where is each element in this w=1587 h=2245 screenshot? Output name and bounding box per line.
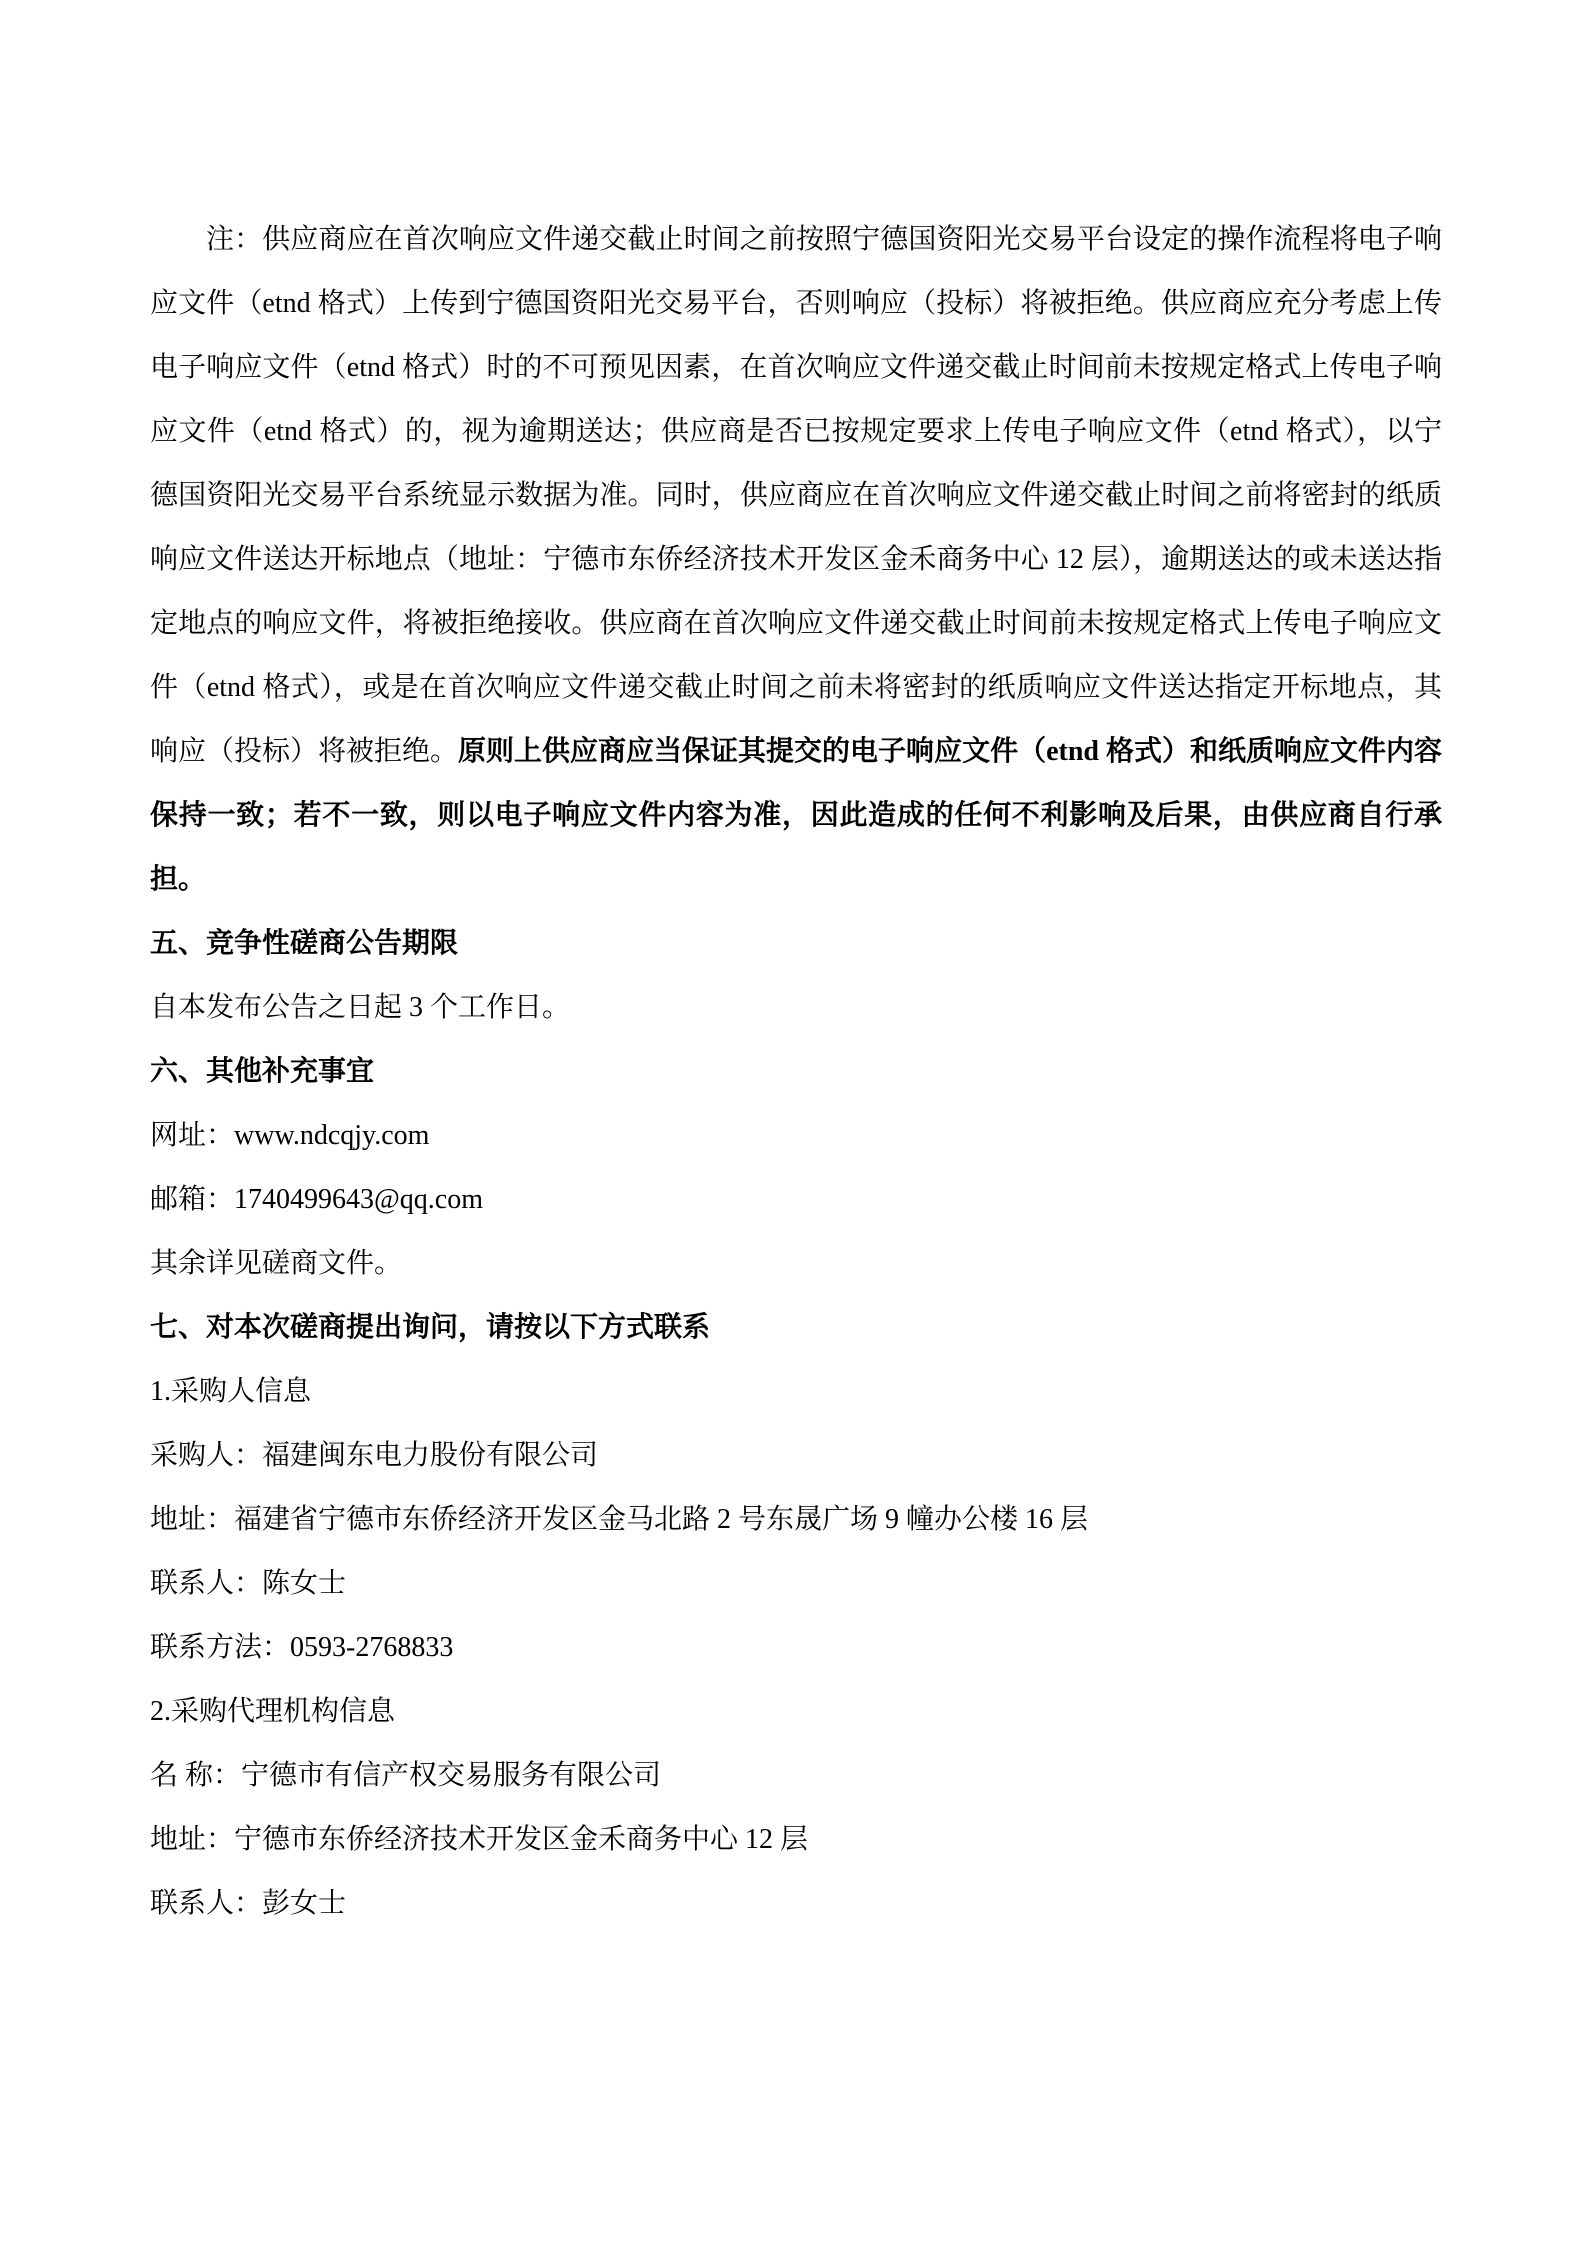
note-paragraph-bold-text: 原则上供应商应当保证其提交的电子响应文件（etnd 格式）和纸质响应文件内容保持一致；若不一致，则以电子响应文件内容为准，因此造成的任何不利影响及后果，由供应商自行承担。 <box>150 736 1442 895</box>
paragraph-purchaser-info-label: 1.采购人信息 <box>150 1376 312 1407</box>
section-heading-7: 七、对本次磋商提出询问，请按以下方式联系 <box>150 1312 711 1343</box>
section-heading-6: 六、其他补充事宜 <box>150 1056 375 1087</box>
section-heading-5: 五、竞争性磋商公告期限 <box>150 928 459 959</box>
paragraph-agency-info-label: 2.采购代理机构信息 <box>150 1696 396 1727</box>
paragraph-purchaser-phone: 联系方法：0593-2768833 <box>150 1632 454 1663</box>
note-paragraph-normal-text: 注：供应商应在首次响应文件递交截止时间之前按照宁德国资阳光交易平台设定的操作流程将电子响应文件（etnd 格式）上传到宁德国资阳光交易平台，否则响应（投标）将被拒绝。供应商应充分考虑上传电子响应文件（etnd 格式）时的不可预见因素，在首次响应文件递交截止时间前未按规定格式上传电子响应文件（etnd 格式）的，视为逾期送达；供应商是否已按规定要求上传电子响应文件（etnd 格式），以宁德国资阳光交易平台系统显示数据为准。同时，供应商应在首次响应文件递交截止时间之前将密封的纸质响应文件送达开标地点（地址：宁德市东侨经济技术开发区金禾商务中心 12 层），逾期送达的或未送达指定地点的响应文件，将被拒绝接收。供应商在首次响应文件递交截止时间前未按规定格式上传电子响应文件（etnd 格式），或是在首次响应文件递交截止时间之前未将密封的纸质响应文件送达指定开标地点，其响应（投标）将被拒绝。 <box>150 224 1442 767</box>
paragraph-agency-address: 地址：宁德市东侨经济技术开发区金禾商务中心 12 层 <box>150 1824 809 1855</box>
paragraph-agency-name: 名 称：宁德市有信产权交易服务有限公司 <box>150 1760 662 1791</box>
paragraph-purchaser-name: 采购人：福建闽东电力股份有限公司 <box>150 1440 599 1471</box>
paragraph-purchaser-contact: 联系人：陈女士 <box>150 1568 347 1599</box>
paragraph-website: 网址：www.ndcqjy.com <box>150 1120 430 1151</box>
paragraph-purchaser-address: 地址：福建省宁德市东侨经济开发区金马北路 2 号东晟广场 9 幢办公楼 16 层 <box>150 1504 1089 1535</box>
paragraph-announcement-period: 自本发布公告之日起 3 个工作日。 <box>150 992 571 1023</box>
paragraph-email: 邮箱：1740499643@qq.com <box>150 1184 483 1215</box>
paragraph-see-documents: 其余详见磋商文件。 <box>150 1248 403 1279</box>
note-paragraph <box>150 208 1442 912</box>
paragraph-agency-contact: 联系人：彭女士 <box>150 1888 347 1919</box>
